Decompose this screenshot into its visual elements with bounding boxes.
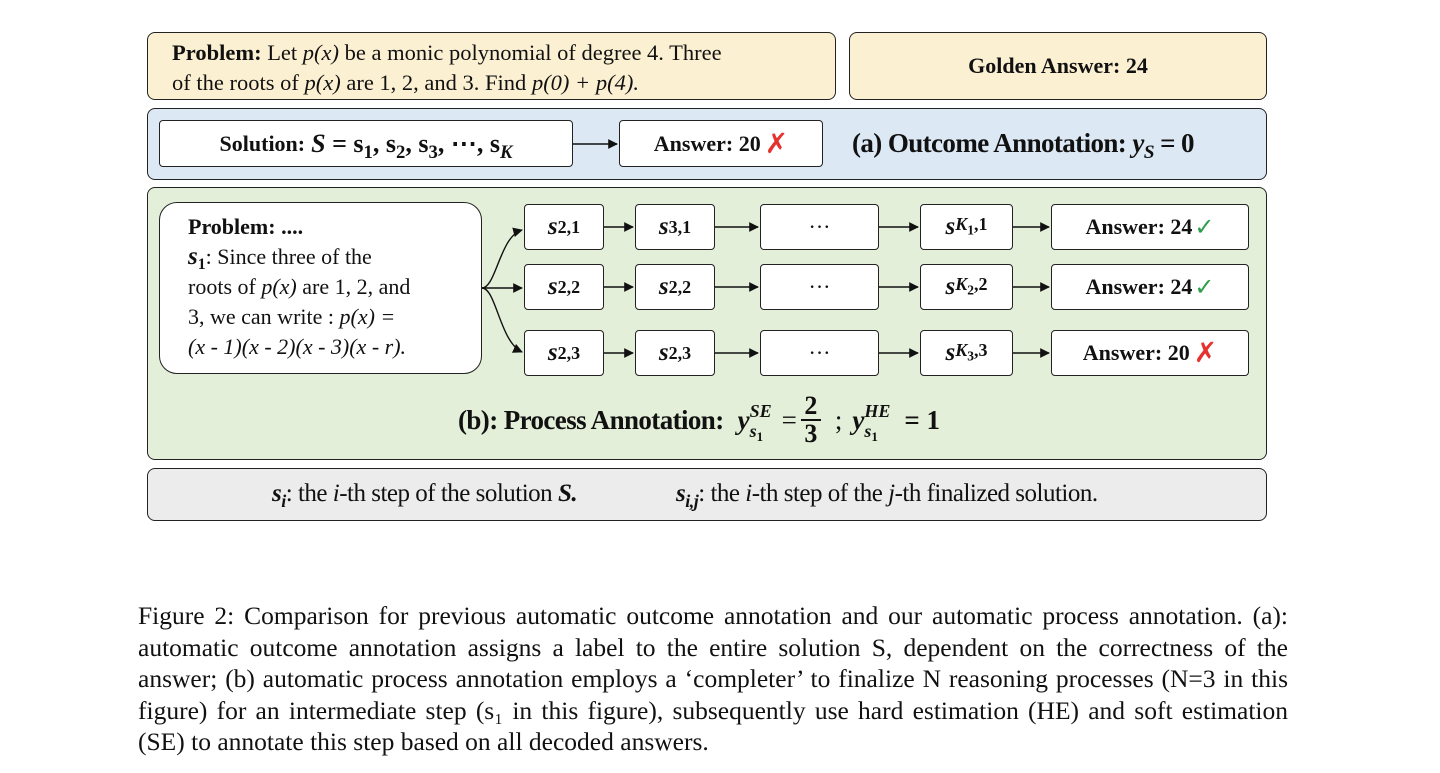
step-node-1-a: s 2,1 [524,204,604,250]
problem-text-pre: Let [267,40,298,65]
he-value: = 1 [904,404,940,435]
problem-expr: p(0) + p(4). [531,70,639,95]
legend-right-sub: i,j [685,490,699,511]
problem-text-mid: be a monic polynomial of degree 4. Three [344,40,722,65]
legend-right-text-c: -th finalized solution. [894,480,1098,507]
step-node-2-b: s 2,2 [635,264,715,310]
legend-right [676,480,1098,511]
ellipsis-node-1: ··· [760,204,879,250]
ellipsis-node-2: ··· [760,264,879,310]
solution-label: Solution: [219,130,306,156]
outcome-annotation-label: (a) Outcome Annotation: [852,128,1127,158]
step-line2-a: roots of [188,274,256,299]
final-step-node-1: s $K_1,1$ [920,204,1013,250]
legend-left-S: S. [557,480,578,507]
final-step-node-2: s $K_2,2$ [920,264,1013,310]
problem-line2-b: are 1, 2, and 3. Find [346,70,527,95]
answer-text-3: Answer: 20 [1082,340,1190,365]
check-icon: ✓ [1194,214,1215,241]
legend-left-text-b: -th step of the solution [339,480,553,507]
legend-right-text-a: : the [698,480,740,507]
golden-answer-label: Golden Answer: 24 [968,53,1148,78]
he-term: y HE $s_1$ [852,400,891,444]
step-problem-label: Problem: .... [188,214,304,239]
figure-caption [138,600,1288,758]
problem-line2-a: of the roots of [172,70,299,95]
legend-right-sym: s [676,480,686,507]
solution-seq: = $s_1$, $s_2$, $s_3$, ⋯, $s_K$ [332,128,513,163]
answer-text-1: Answer: 24 [1085,214,1193,239]
answer-text-2: Answer: 24 [1085,274,1193,299]
step-line2-px: p(x) [261,274,297,299]
process-annotation-label: (b): Process Annotation: [458,404,724,435]
cross-icon: ✗ [1193,338,1218,369]
process-annotation: (b): Process Annotation: y SE $s_1$ = 2 3 ; y HE $s_1$ = 1 [458,391,940,448]
step-line2-b: are 1, 2, and [302,274,411,299]
branch-arrow-3 [482,288,522,352]
problem-label: Problem: [172,40,262,65]
fraction-denominator: 3 [804,419,818,448]
he-sup: HE [864,400,891,421]
fraction-numerator: 2 [804,391,818,420]
legend-left-sub: i [281,490,286,511]
step-s1-text: : Since three of the [205,244,372,269]
legend-left-text-a: : the [285,480,327,507]
outcome-annotation-value: = 0 [1160,128,1194,158]
se-term: y SE $s_1$ [737,400,772,444]
branch-arrow-1 [482,230,522,288]
problem-px: p(x) [302,40,340,65]
legend-bar [147,468,1267,521]
step-node-2-a: s 2,2 [524,264,604,310]
separator: ; [834,404,843,435]
legend-left [272,480,578,511]
final-step-node-3: s $K_3,3$ [920,330,1013,376]
ellipsis-node-3: ··· [760,330,879,376]
caption-text: Figure 2: Comparison for previous automatic outcome annotation and our automatic process annotation. (a): automatic outcome annotation assigns a label to the entire solution S, dependent on the correctness of the answer; (b) automatic process annotation employs a ‘completer’ to finalize N reasoning processes (N=3 in this figure) for an intermediate step (s₁ in this figure), subsequently use hard estimation (HE) and soft estimation (SE) to annotate this step based on all decoded answers. [138,601,1288,756]
legend-right-j: j [888,480,895,507]
step-line3-a: 3, we can write : [188,304,334,329]
outcome-answer: Answer: 20 [653,130,761,156]
step-line-4: (x - 1)(x - 2)(x - 3)(x - r). [188,334,407,359]
step-node-1-b: s 3,1 [635,204,715,250]
check-icon: ✓ [1194,274,1215,301]
step-node-3-b: s 2,3 [635,330,715,376]
solution-S: S [311,128,326,158]
outcome-annotation-sub: S [1143,142,1154,164]
fraction [801,393,821,447]
step-line3-b: p(x) = [339,304,396,329]
step-node-3-a: s 2,3 [524,330,604,376]
step-s1-sub: 1 [197,256,206,274]
se-sup: SE [749,400,772,421]
legend-left-sym: s [272,480,282,507]
legend-right-i: i [745,480,752,507]
problem-line2-px: p(x) [304,70,341,95]
legend-left-i: i [332,480,340,507]
legend-right-text-b: -th step of the [751,480,883,507]
step-s1-symbol: s [188,243,198,270]
outcome-annotation-y: y [1132,128,1144,158]
cross-icon: ✗ [764,128,789,160]
